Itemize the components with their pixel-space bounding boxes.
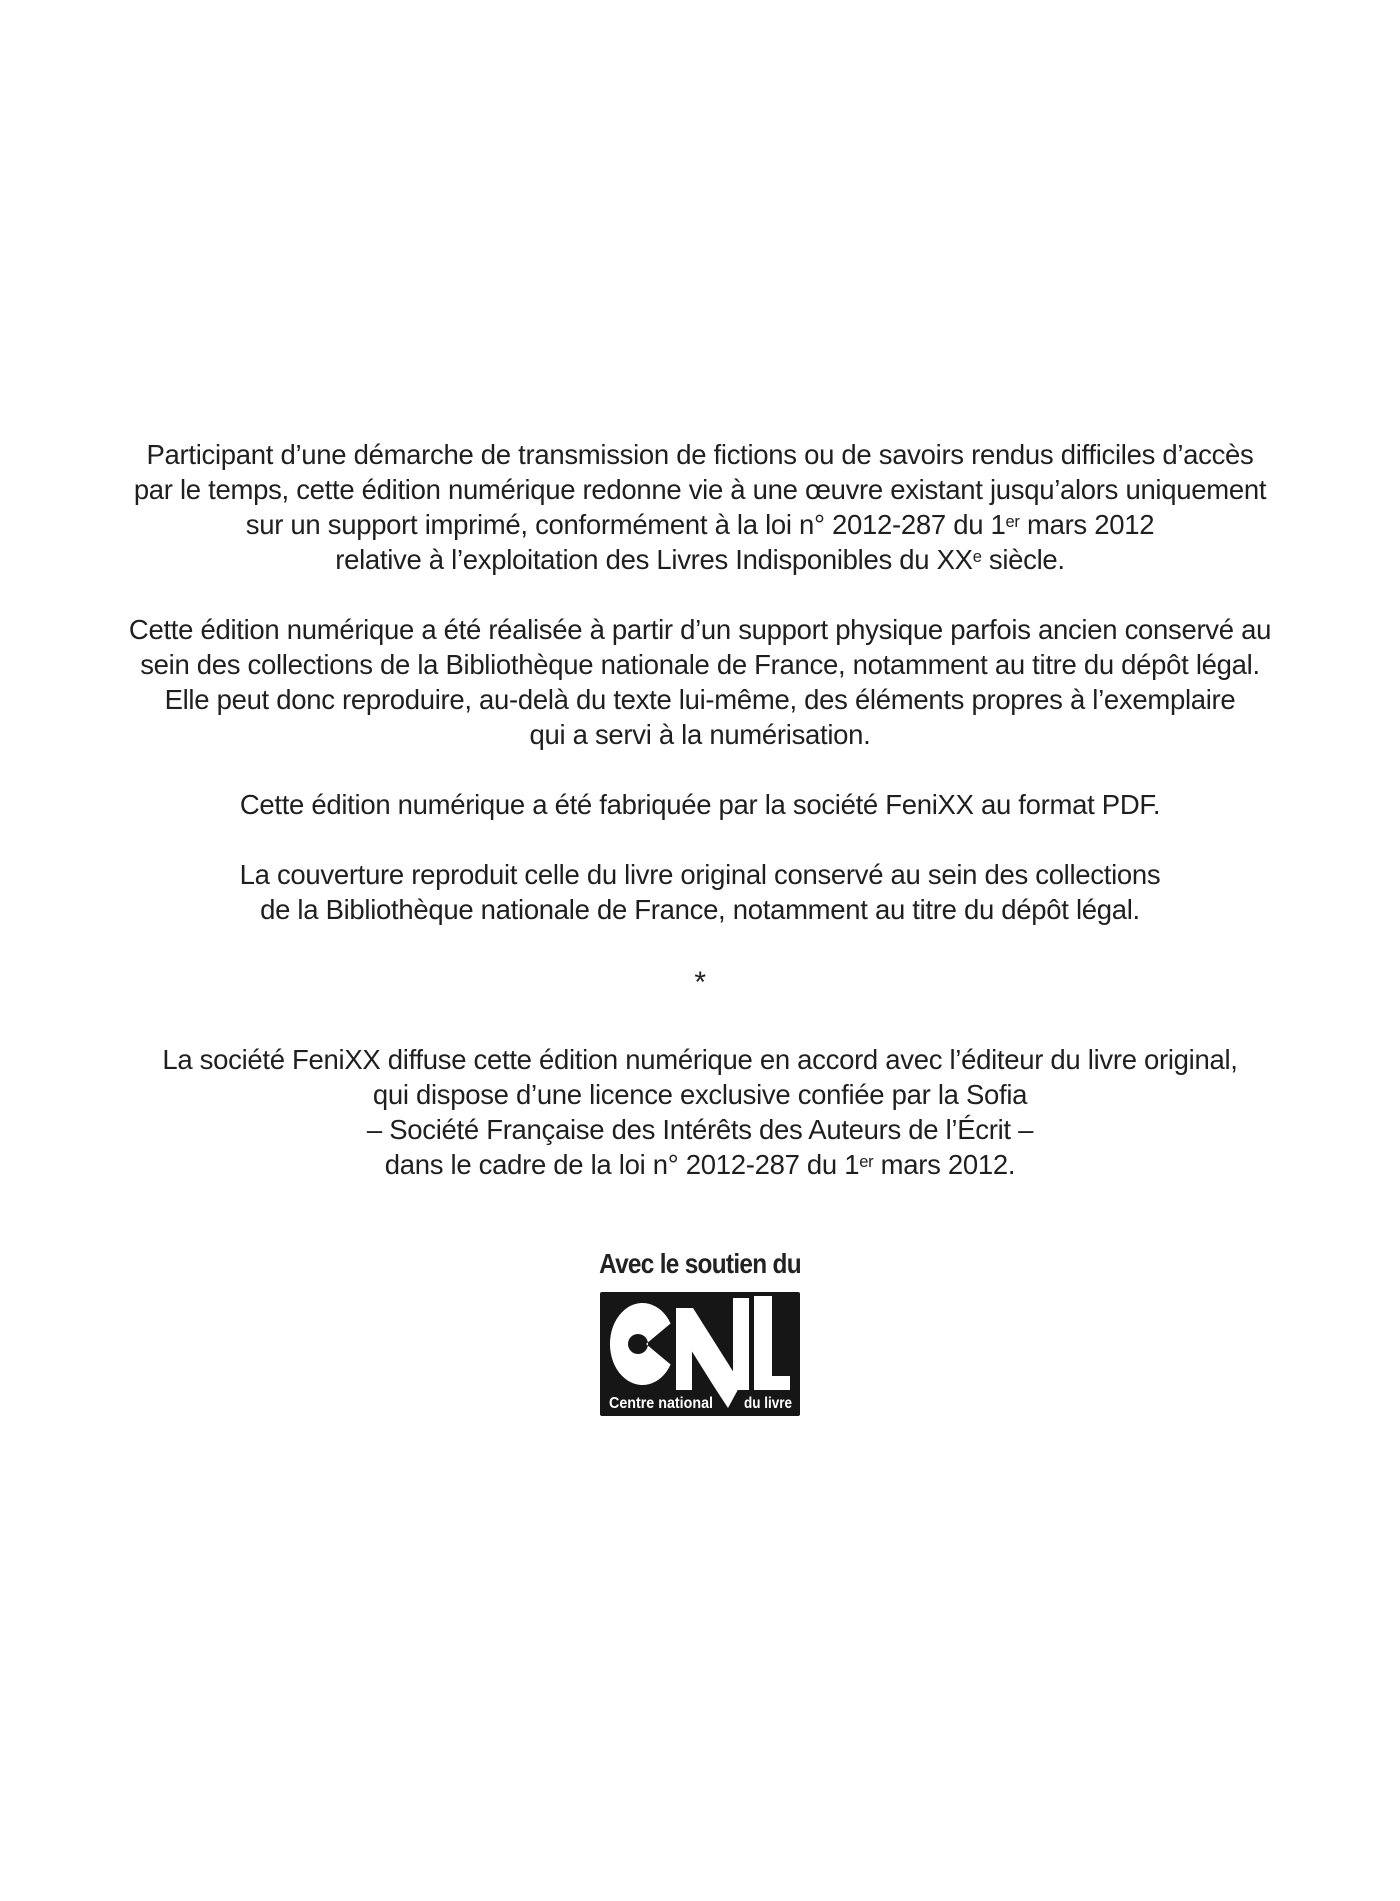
- text-line: par le temps, cette édition numérique redonne vie à une œuvre existant jusqu’alors uniquement: [133, 474, 1267, 505]
- text-line: Participant d’une démarche de transmission de fictions ou de savoirs rendus difficiles d’accès: [146, 439, 1254, 470]
- logo-row: [0, 1292, 1400, 1416]
- paragraph: [0, 1042, 1400, 1182]
- logo-caption-left: Centre national: [609, 1395, 713, 1412]
- support-section: [0, 1248, 1400, 1412]
- cnl-logo: [600, 1292, 800, 1416]
- text-line: qui dispose d’une licence exclusive confiée par la Sofia: [372, 1079, 1028, 1110]
- text-line: dans le cadre de la loi n° 2012-287 du 1er mars 2012.: [384, 1149, 1016, 1180]
- text-line: *: [694, 966, 706, 999]
- support-caption: Avec le soutien du: [599, 1248, 801, 1279]
- text-line: de la Bibliothèque nationale de France, notamment au titre du dépôt légal.: [260, 894, 1140, 925]
- paragraph: [0, 612, 1400, 752]
- text-line: La couverture reproduit celle du livre original conservé au sein des collections: [239, 859, 1161, 890]
- text-line: Elle peut donc reproduire, au-delà du texte lui-même, des éléments propres à l’exemplaire: [164, 684, 1236, 715]
- text-line: sein des collections de la Bibliothèque nationale de France, notamment au titre du dépôt légal.: [140, 649, 1260, 680]
- text-line: Cette édition numérique a été fabriquée par la société FeniXX au format PDF.: [239, 789, 1161, 820]
- separator-asterisk: [0, 965, 1400, 1000]
- paragraph: [0, 437, 1400, 577]
- text-line: qui a servi à la numérisation.: [529, 719, 871, 750]
- text-line: La société FeniXX diffuse cette édition numérique en accord avec l’éditeur du livre original,: [162, 1044, 1238, 1075]
- text-line: Cette édition numérique a été réalisée à partir d’un support physique parfois ancien conservé au: [128, 614, 1272, 645]
- paragraph: [0, 787, 1400, 822]
- text-line: – Société Française des Intérêts des Auteurs de l’Écrit –: [366, 1114, 1034, 1145]
- text-line: relative à l’exploitation des Livres Indisponibles du XXe siècle.: [335, 544, 1065, 575]
- logo-caption-right: du livre: [744, 1395, 793, 1412]
- letter-n-right-stroke: [733, 1298, 749, 1390]
- edition-notice: [0, 437, 1400, 1217]
- text-line: sur un support imprimé, conformément à la loi n° 2012-287 du 1er mars 2012: [245, 509, 1155, 540]
- paragraph: [0, 857, 1400, 927]
